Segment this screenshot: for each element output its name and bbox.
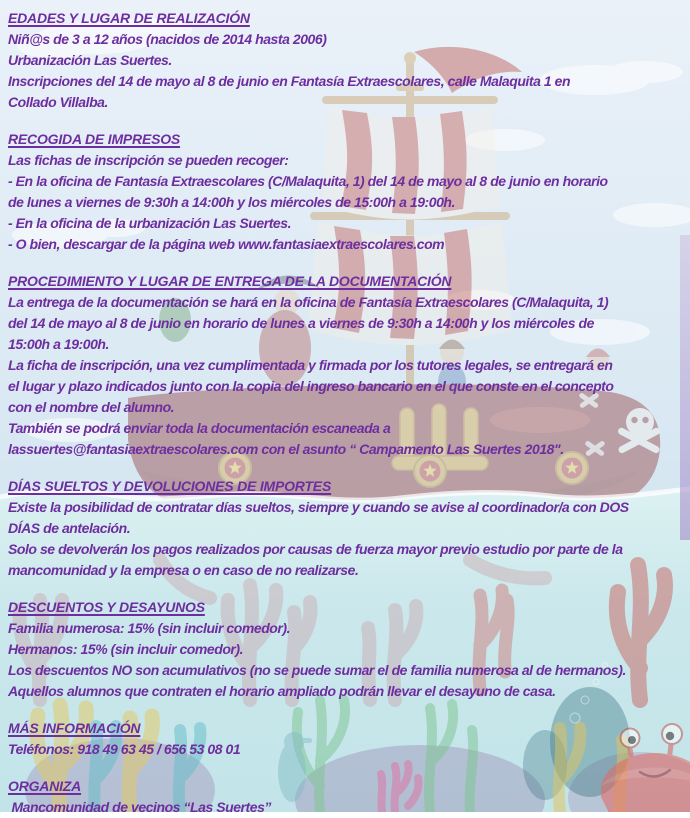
document-section	[8, 597, 682, 702]
text-line: 15:00h a 19:00h.	[8, 336, 109, 352]
text-line: - O bien, descargar de la página web www.fantasiaextraescolares.com	[8, 236, 445, 252]
text-line: Collado Villalba.	[8, 94, 108, 110]
section-heading: EDADES Y LUGAR DE REALIZACIÓN	[8, 10, 250, 26]
text-line: el lugar y plazo indicados junto con la copia del ingreso bancario en el que conste en el concepto	[8, 378, 614, 394]
section-lines	[8, 618, 682, 702]
text-line: Inscripciones del 14 de mayo al 8 de junio en Fantasía Extraescolares, calle Malaquita 1 en	[8, 73, 571, 89]
text-line: Aquellos alumnos que contraten el horario ampliado podrán llevar el desayuno de casa.	[8, 683, 556, 699]
text-line: - En la oficina de la urbanización Las Suertes.	[8, 215, 292, 231]
text-line: - En la oficina de Fantasía Extraescolares (C/Malaquita, 1) del 14 de mayo al 8 de junio en horario	[8, 173, 608, 189]
text-line: DÍAS de antelación.	[8, 520, 131, 536]
section-heading: DESCUENTOS Y DESAYUNOS	[8, 599, 205, 615]
section-lines	[8, 497, 682, 581]
section-heading: PROCEDIMIENTO Y LUGAR DE ENTREGA DE LA DOCUMENTACIÓN	[8, 273, 452, 289]
section-heading: ORGANIZA	[8, 778, 82, 794]
section-lines	[8, 29, 682, 113]
text-line: La entrega de la documentación se hará en la oficina de Fantasía Extraescolares (C/Malaquita, 1)	[8, 294, 609, 310]
section-heading: DÍAS SUELTOS Y DEVOLUCIONES DE IMPORTES	[8, 478, 332, 494]
document-section	[8, 129, 682, 255]
text-line: Los descuentos NO son acumulativos (no se puede sumar el de familia numerosa al de hermanos).	[8, 662, 626, 678]
text-line: Familia numerosa: 15% (sin incluir comedor).	[8, 620, 291, 636]
text-line: con el nombre del alumno.	[8, 399, 175, 415]
text-line: lassuertes@fantasiaextraescolares.com con el asunto “ Campamento Las Suertes 2018".	[8, 441, 564, 457]
document-section	[8, 271, 682, 460]
section-heading: MÁS INFORMACIÓN	[8, 720, 141, 736]
document-section	[8, 8, 682, 113]
text-line: Existe la posibilidad de contratar días sueltos, siempre y cuando se avise al coordinador/a con DOS	[8, 499, 629, 515]
text-line: del 14 de mayo al 8 de junio en horario de lunes a viernes de 9:30h a 14:00h y los miércoles de	[8, 315, 594, 331]
text-line: Niñ@s de 3 a 12 años (nacidos de 2014 hasta 2006)	[8, 31, 327, 47]
text-line: La ficha de inscripción, una vez cumplimentada y firmada por los tutores legales, se entregará en	[8, 357, 613, 373]
text-line: mancomunidad y la empresa o en caso de no realizarse.	[8, 562, 359, 578]
text-line: Solo se devolverán los pagos realizados por causas de fuerza mayor previo estudio por parte de la	[8, 541, 623, 557]
section-lines	[8, 292, 682, 460]
text-line: Hermanos: 15% (sin incluir comedor).	[8, 641, 244, 657]
section-lines	[8, 739, 682, 760]
section-lines	[8, 150, 682, 255]
text-line: Las fichas de inscripción se pueden recoger:	[8, 152, 289, 168]
section-heading: RECOGIDA DE IMPRESOS	[8, 131, 181, 147]
text-line: Mancomunidad de vecinos “Las Suertes”	[8, 799, 271, 815]
text-line: Teléfonos: 918 49 63 45 / 656 53 08 01	[8, 741, 241, 757]
document-section	[8, 718, 682, 760]
text-line: de lunes a viernes de 9:30h a 14:00h y los miércoles de 15:00h a 19:00h.	[8, 194, 455, 210]
document-section	[8, 476, 682, 581]
text-line: Urbanización Las Suertes.	[8, 52, 172, 68]
section-lines	[8, 797, 682, 818]
text-line: También se podrá enviar toda la documentación escaneada a	[8, 420, 391, 436]
